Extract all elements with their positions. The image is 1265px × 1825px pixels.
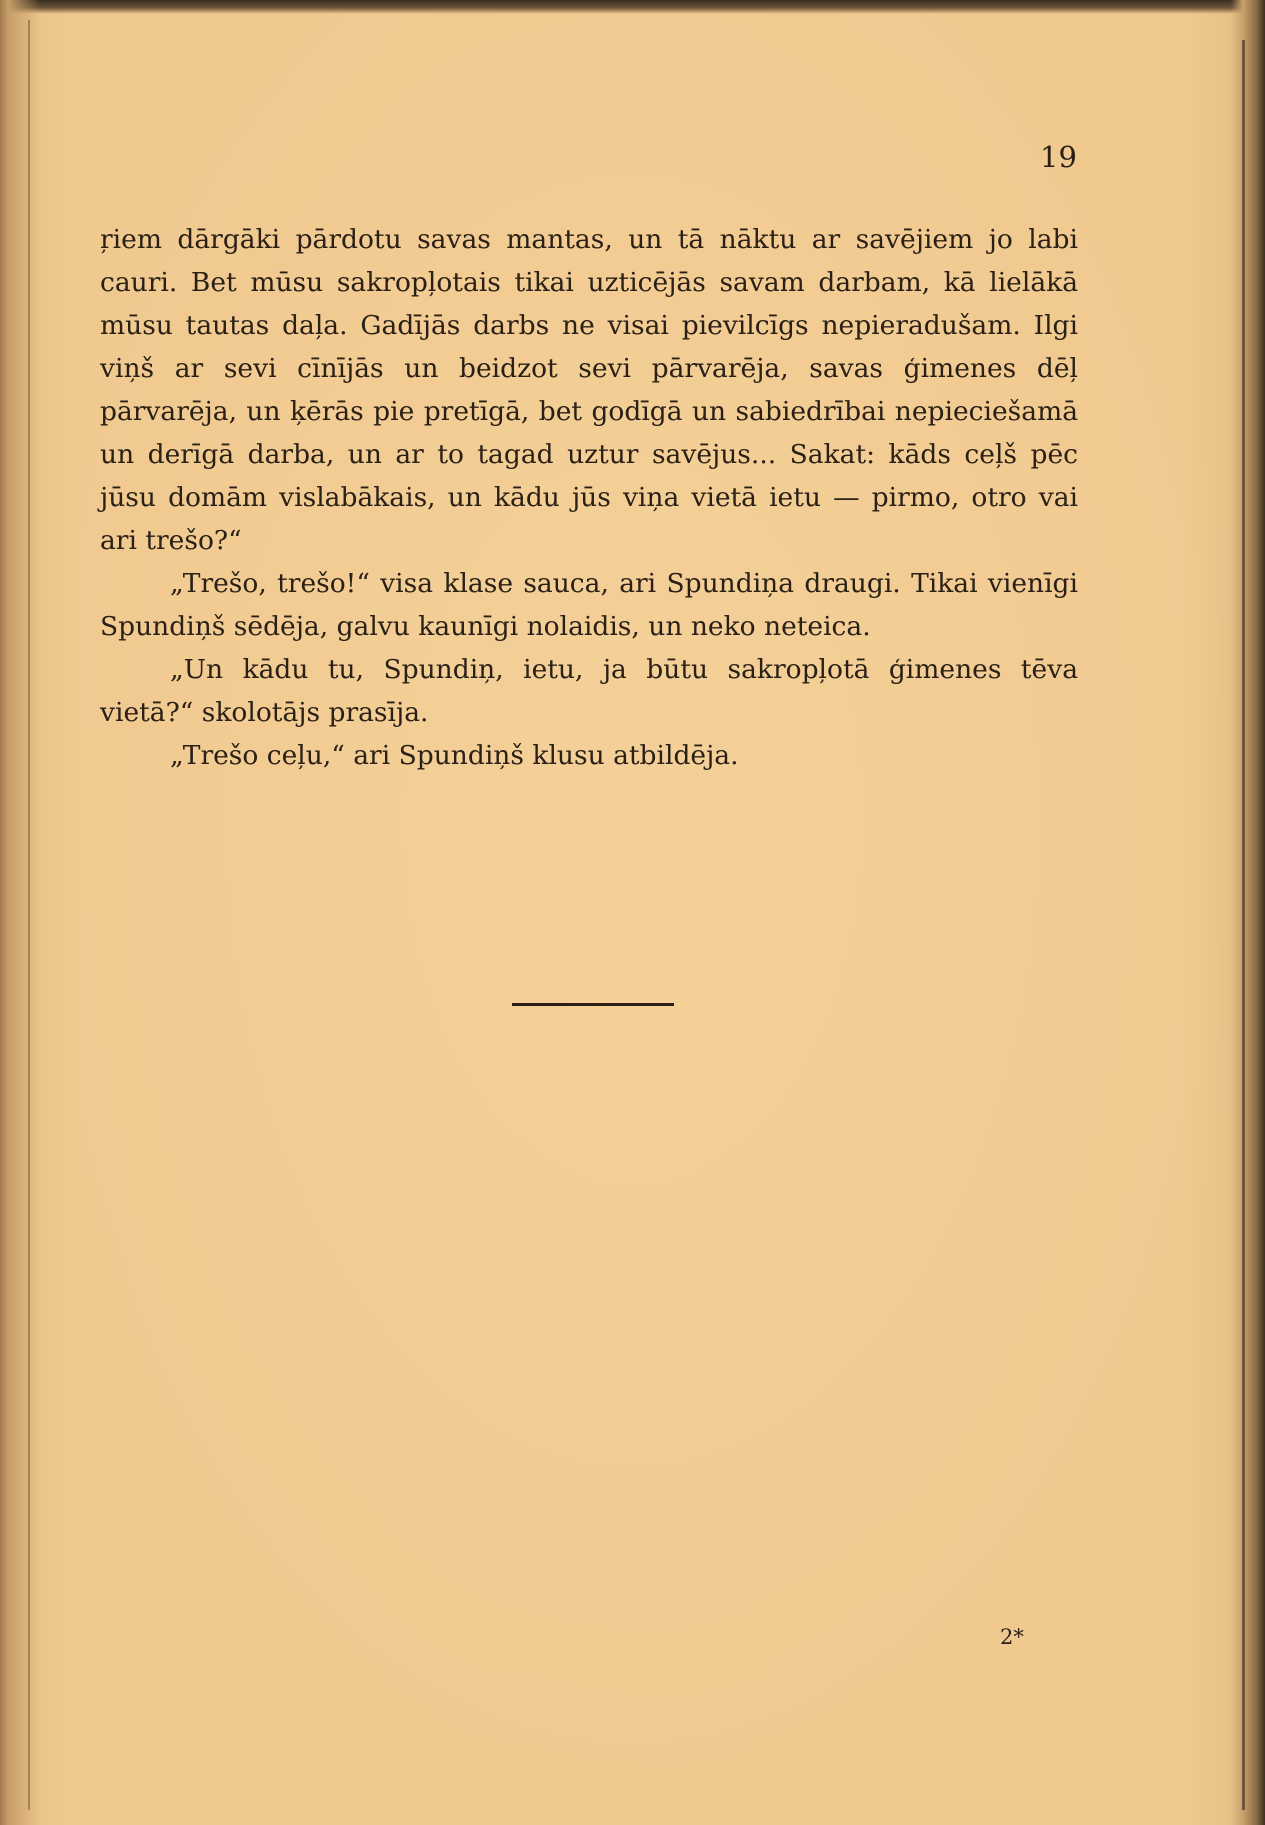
page-top-shadow: [0, 0, 1265, 14]
paragraph: „Trešo ceļu,“ ari Spundiņš klusu atbildēja.: [170, 740, 739, 771]
paragraph: „Trešo, trešo!“ visa klase sauca, ari Spundiņa draugi. Tikai vienīgi Spundiņš sēdēja, galvu kaunīgi nolaidis, un neko neteica.: [100, 568, 1078, 642]
body-text: [100, 218, 1078, 777]
page-gutter-shadow: [0, 0, 40, 1825]
page-outer-edge: [1231, 0, 1265, 1825]
paragraph: ŗiem dārgāki pārdotu savas mantas, un tā nāktu ar savējiem jo labi cauri. Bet mūsu sakropļotais tikai uzticējās savam darbam, kā lielākā mūsu tautas daļa. Gadījās darbs ne visai pievilcīgs nepieradušam. Ilgi viņš ar sevi cīnījās un beidzot sevi pārvarēja, savas ģimenes dēļ pārvarēja, un ķērās pie pretīgā, bet godīgā un sabiedrībai nepieciešamā un derīgā darba, un ar to tagad uztur savējus... Sakat: kāds ceļš pēc jūsu domām vislabākais, un kādu jūs viņa vietā ietu — pirmo, otro vai ari trešo?“: [100, 224, 1078, 556]
paragraph: „Un kādu tu, Spundiņ, ietu, ja būtu sakropļotā ģimenes tēva vietā?“ skolotājs prasīja.: [100, 654, 1078, 728]
section-end-rule: [512, 1003, 674, 1006]
outer-edge-line: [1242, 40, 1245, 1810]
gutter-line: [28, 20, 30, 1810]
page-number: 19: [1040, 140, 1077, 174]
signature-mark: 2*: [1000, 1625, 1024, 1649]
